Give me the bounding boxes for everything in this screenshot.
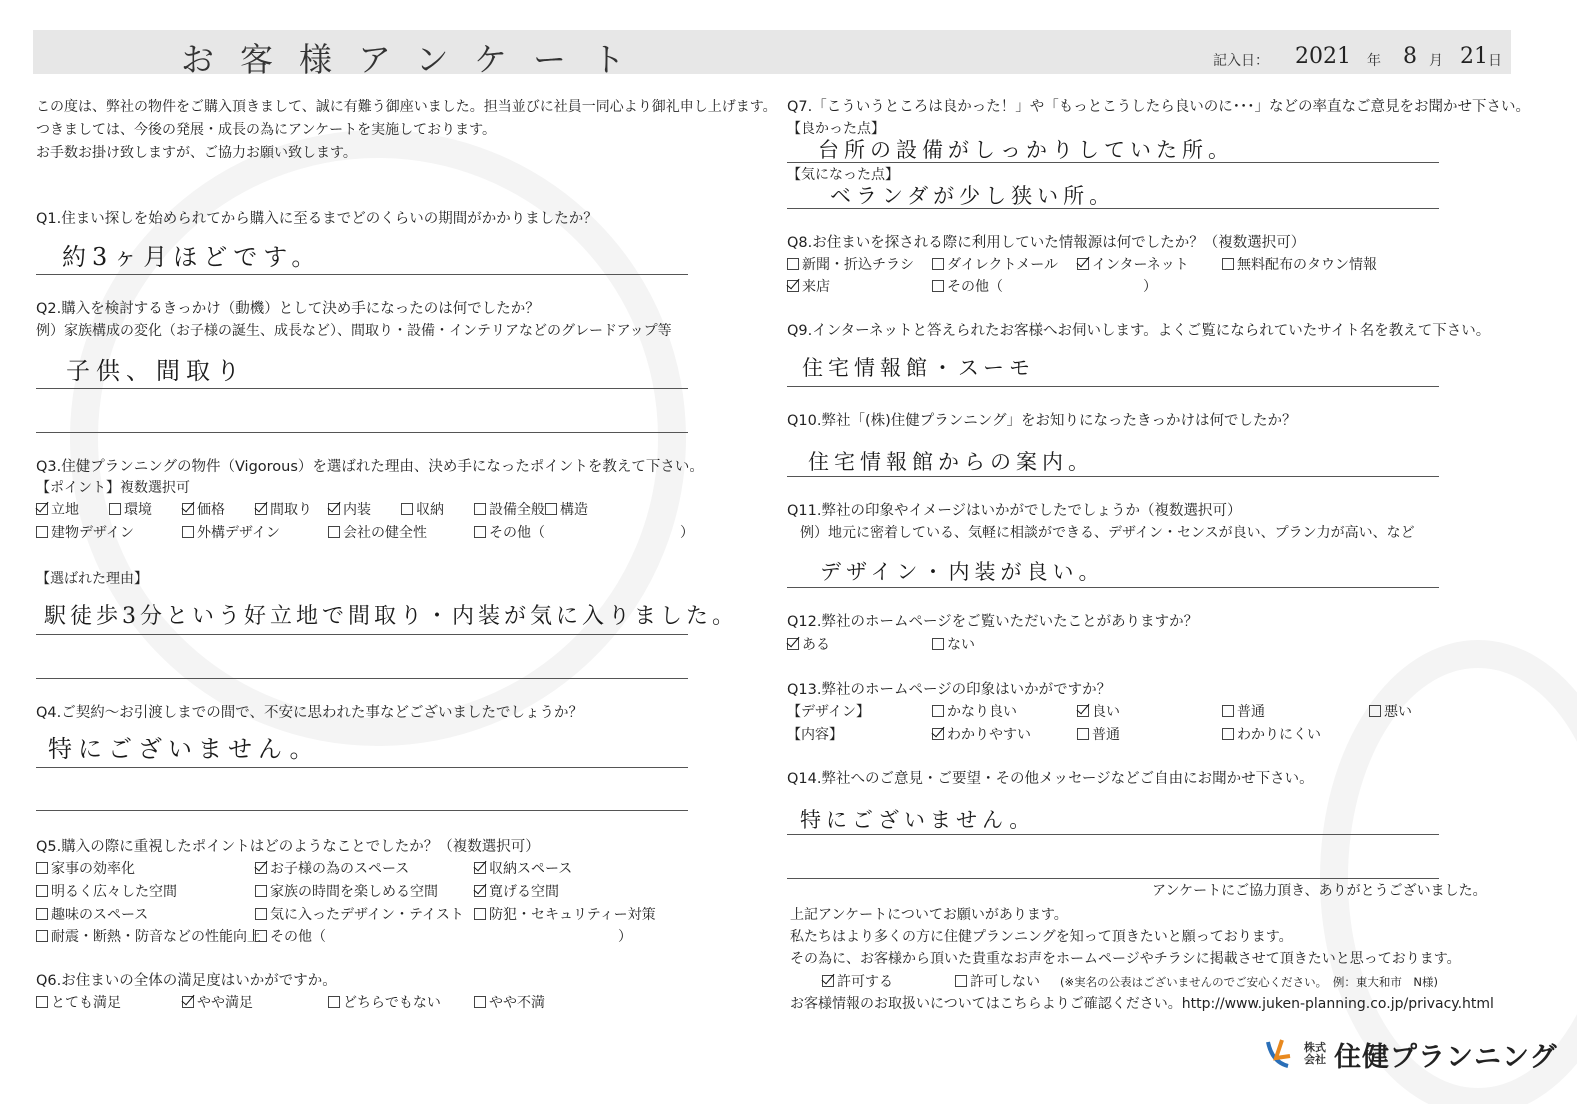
- permission-note: (※実名の公表はございませんのでご安心ください。 例：東大和市 N様): [1060, 975, 1438, 989]
- q7-good-answer: 台所の設備がしっかりしていた所。: [818, 138, 1234, 162]
- checkbox-label: 収納スペース: [489, 861, 573, 877]
- checkbox-option[interactable]: [182, 524, 280, 542]
- checkbox-option[interactable]: [36, 994, 121, 1012]
- checkbox-checked-icon[interactable]: [787, 280, 799, 292]
- q8-question: Q8.お住まいを探される際に利用していた情報源は何でしたか？（複数選択可）: [787, 235, 1306, 251]
- checkbox-label: お子様の為のスペース: [270, 861, 410, 877]
- checkbox-label: 許可する: [837, 974, 893, 990]
- q3-question: Q3.住健プランニングの物件（Vigorous）を選ばれた理由、決め手になったポイントを教えて下さい。: [36, 459, 704, 475]
- title-bar: [33, 30, 1511, 79]
- checkbox-icon[interactable]: [474, 526, 486, 538]
- answer-line: [787, 834, 1439, 835]
- checkbox-option[interactable]: [1222, 726, 1321, 744]
- q11-question: Q11.弊社の印象やイメージはいかがでしたでしょうか（複数選択可）: [787, 503, 1242, 519]
- checkbox-option[interactable]: [932, 726, 1031, 744]
- checkbox-label: 普通: [1092, 727, 1120, 743]
- q7-concern-label: 【気になった点】: [787, 167, 899, 183]
- checkbox-label: インターネット: [1092, 257, 1189, 273]
- checkbox-label: 許可しない: [970, 974, 1040, 990]
- checkbox-label: 家事の効率化: [51, 861, 135, 877]
- checkbox-option[interactable]: [401, 501, 444, 519]
- checkbox-label: 悪い: [1384, 704, 1412, 720]
- checkbox-label: 来店: [802, 279, 830, 295]
- page-title: お客様アンケート: [181, 40, 652, 79]
- checkbox-icon[interactable]: [1369, 705, 1381, 717]
- answer-line: [787, 208, 1439, 209]
- checkbox-option[interactable]: [545, 501, 588, 519]
- answer-line: [787, 386, 1439, 387]
- checkbox-label: その他（: [947, 279, 1003, 295]
- date-month-unit: 月: [1429, 53, 1443, 69]
- date-day-unit: 日: [1488, 53, 1502, 69]
- checkbox-option[interactable]: [474, 524, 545, 542]
- checkbox-checked-icon[interactable]: [182, 503, 194, 515]
- checkbox-option[interactable]: [36, 501, 79, 519]
- request-line: その為に、お客様から頂いた貴重なお声をホームページやチラシに掲載させて頂きたいと思っております。: [790, 951, 1461, 967]
- checkbox-option[interactable]: [1077, 256, 1189, 274]
- checkbox-icon[interactable]: [932, 705, 944, 717]
- checkbox-icon[interactable]: [474, 908, 486, 920]
- checkbox-icon[interactable]: [474, 996, 486, 1008]
- checkbox-checked-icon[interactable]: [328, 503, 340, 515]
- q7-concern-answer: ベランダが少し狭い所。: [830, 184, 1116, 208]
- checkbox-option[interactable]: [36, 524, 134, 542]
- checkbox-label: 収納: [416, 502, 444, 518]
- checkbox-label: 間取り: [270, 502, 312, 518]
- checkbox-icon[interactable]: [1222, 705, 1234, 717]
- checkbox-icon[interactable]: [36, 908, 48, 920]
- checkbox-option[interactable]: [1222, 703, 1265, 721]
- checkbox-label: どちらでもない: [343, 995, 441, 1011]
- checkbox-option[interactable]: [36, 883, 177, 901]
- checkbox-option[interactable]: [1077, 726, 1120, 744]
- checkbox-label: 良い: [1092, 704, 1120, 720]
- checkbox-option[interactable]: [474, 906, 656, 924]
- company-logo: [1262, 1034, 1557, 1074]
- q2-example: 例）家族構成の変化（お子様の誕生、成長など）、間取り・設備・インテリアなどのグレードアップ等: [36, 323, 672, 339]
- checkbox-checked-icon[interactable]: [822, 975, 834, 987]
- company-mark-icon: [1262, 1036, 1298, 1072]
- q5-question: Q5.購入の際に重視したポイントはどのようなことでしたか？（複数選択可）: [36, 839, 540, 855]
- checkbox-label: 環境: [124, 502, 152, 518]
- checkbox-option[interactable]: [932, 636, 975, 654]
- checkbox-option[interactable]: [1369, 703, 1412, 721]
- answer-line: [787, 878, 1439, 879]
- checkbox-label: 新聞・折込チラシ: [802, 257, 914, 273]
- answer-line: [36, 678, 688, 679]
- q4-answer: 特にございません。: [48, 735, 320, 763]
- checkbox-label: 無料配布のタウン情報: [1237, 257, 1377, 273]
- checkbox-icon[interactable]: [787, 258, 799, 270]
- checkbox-option[interactable]: [474, 860, 572, 878]
- q3-points-label: 【ポイント】複数選択可: [36, 480, 190, 496]
- checkbox-label: 耐震・断熱・防音などの性能向上: [51, 929, 261, 945]
- answer-line: [787, 587, 1439, 588]
- intro-line: この度は、弊社の物件をご購入頂きまして、誠に有難う御座いました。担当並びに社員一同心より御礼申し上げます。: [36, 99, 777, 115]
- checkbox-option[interactable]: [787, 278, 830, 296]
- checkbox-label: 立地: [51, 502, 79, 518]
- checkbox-option[interactable]: [255, 501, 312, 519]
- q14-answer: 特にございません。: [800, 808, 1036, 832]
- checkbox-label: 外構デザイン: [197, 525, 281, 541]
- q8-other-close: ）: [1143, 279, 1157, 295]
- date-month: 8: [1403, 44, 1417, 69]
- q2-answer: 子供、間取り: [66, 357, 246, 385]
- checkbox-option[interactable]: [328, 994, 441, 1012]
- checkbox-icon[interactable]: [932, 258, 944, 270]
- checkbox-icon[interactable]: [1222, 728, 1234, 740]
- checkbox-option[interactable]: [255, 883, 438, 901]
- checkbox-icon[interactable]: [36, 862, 48, 874]
- checkbox-icon[interactable]: [36, 526, 48, 538]
- thanks-message: アンケートにご協力頂き、ありがとうございました。: [1152, 883, 1487, 899]
- checkbox-option[interactable]: [36, 906, 148, 924]
- checkbox-label: 防犯・セキュリティー対策: [489, 907, 656, 923]
- request-line: 上記アンケートについてお願いがあります。: [790, 907, 1068, 923]
- checkbox-checked-icon[interactable]: [932, 728, 944, 740]
- checkbox-checked-icon[interactable]: [474, 862, 486, 874]
- checkbox-label: 趣味のスペース: [51, 907, 149, 923]
- checkbox-option[interactable]: [822, 973, 893, 991]
- q14-question: Q14.弊社へのご意見・ご要望・その他メッセージなどご自由にお聞かせ下さい。: [787, 771, 1314, 787]
- q11-example: 例）地元に密着している、気軽に相談ができる、デザイン・センスが良い、プラン力が高い、など: [800, 525, 1415, 541]
- checkbox-icon[interactable]: [328, 526, 340, 538]
- intro-line: つきましては、今後の発展・成長の為にアンケートを実施しております。: [36, 122, 497, 138]
- checkbox-checked-icon[interactable]: [787, 638, 799, 650]
- checkbox-label: やや満足: [197, 995, 253, 1011]
- checkbox-option[interactable]: [1077, 703, 1120, 721]
- checkbox-label: ない: [947, 637, 975, 653]
- checkbox-checked-icon[interactable]: [1077, 705, 1089, 717]
- checkbox-icon[interactable]: [1222, 258, 1234, 270]
- checkbox-option[interactable]: [255, 860, 409, 878]
- checkbox-label: 内装: [343, 502, 371, 518]
- checkbox-option[interactable]: [955, 973, 1040, 991]
- checkbox-option[interactable]: [932, 278, 1003, 296]
- checkbox-icon[interactable]: [182, 526, 194, 538]
- checkbox-label: 寛げる空間: [489, 884, 559, 900]
- checkbox-icon[interactable]: [36, 996, 48, 1008]
- checkbox-label: わかりにくい: [1237, 727, 1321, 743]
- checkbox-icon[interactable]: [109, 503, 121, 515]
- q11-answer: デザイン・内装が良い。: [820, 560, 1105, 584]
- checkbox-checked-icon[interactable]: [182, 996, 194, 1008]
- checkbox-label: 家族の時間を楽しめる空間: [270, 884, 438, 900]
- checkbox-label: かなり良い: [947, 704, 1017, 720]
- checkbox-label: 構造: [560, 502, 588, 518]
- q13-design-label: 【デザイン】: [787, 704, 871, 720]
- intro-line: お手数お掛け致しますが、ご協力お願い致します。: [36, 145, 357, 161]
- checkbox-checked-icon[interactable]: [36, 503, 48, 515]
- answer-line: [36, 274, 688, 275]
- checkbox-icon[interactable]: [545, 503, 557, 515]
- checkbox-label: 気に入ったデザイン・テイスト: [270, 907, 464, 923]
- answer-line: [36, 432, 688, 433]
- checkbox-option[interactable]: [328, 524, 427, 542]
- checkbox-label: ある: [802, 637, 830, 653]
- q9-question: Q9.インターネットと答えられたお客様へお伺いします。よくご覧になられていたサイト名を教えて下さい。: [787, 323, 1491, 339]
- q1-answer: 約3ヶ月ほどです。: [62, 243, 322, 271]
- checkbox-label: やや不満: [489, 995, 545, 1011]
- q7-good-label: 【良かった点】: [787, 121, 885, 137]
- checkbox-icon[interactable]: [401, 503, 413, 515]
- checkbox-label: 普通: [1237, 704, 1265, 720]
- q9-answer: 住宅情報館・スーモ: [802, 356, 1035, 380]
- checkbox-label: 会社の健全性: [343, 525, 427, 541]
- answer-line: [36, 388, 688, 389]
- checkbox-checked-icon[interactable]: [474, 885, 486, 897]
- answer-line: [787, 476, 1439, 477]
- checkbox-option[interactable]: [36, 860, 135, 878]
- answer-line: [36, 634, 688, 635]
- checkbox-label: その他（: [270, 929, 326, 945]
- checkbox-icon[interactable]: [955, 975, 967, 987]
- privacy-link[interactable]: お客様情報のお取扱いについてはこちらよりご確認ください。http://www.juken-planning.co.jp/privacy.html: [790, 996, 1494, 1012]
- q10-answer: 住宅情報館からの案内。: [808, 450, 1094, 474]
- checkbox-label: 建物デザイン: [51, 525, 135, 541]
- checkbox-label: ダイレクトメール: [947, 257, 1059, 273]
- checkbox-label: 価格: [197, 502, 225, 518]
- q3-reason-label: 【選ばれた理由】: [36, 571, 148, 587]
- checkbox-option[interactable]: [1222, 256, 1377, 274]
- checkbox-label: 設備全般: [489, 502, 545, 518]
- checkbox-checked-icon[interactable]: [1077, 258, 1089, 270]
- q13-question: Q13.弊社のホームページの印象はいかがですか？: [787, 682, 1112, 698]
- checkbox-checked-icon[interactable]: [255, 862, 267, 874]
- q6-question: Q6.お住まいの全体の満足度はいかがですか。: [36, 973, 337, 989]
- q13-content-label: 【内容】: [787, 727, 843, 743]
- checkbox-label: 明るく広々した空間: [51, 884, 177, 900]
- checkbox-icon[interactable]: [36, 930, 48, 942]
- checkbox-icon[interactable]: [255, 908, 267, 920]
- checkbox-icon[interactable]: [328, 996, 340, 1008]
- q7-question: Q7.「こういうところは良かった！」や「もっとこうしたら良いのに･･･」などの率直なご意見をお聞かせ下さい。: [787, 99, 1530, 115]
- checkbox-option[interactable]: [932, 256, 1058, 274]
- q12-question: Q12.弊社のホームページをご覧いただいたことがありますか？: [787, 614, 1199, 630]
- date-year-unit: 年: [1367, 53, 1381, 69]
- checkbox-checked-icon[interactable]: [255, 503, 267, 515]
- checkbox-label: その他（: [489, 525, 545, 541]
- checkbox-option[interactable]: [255, 906, 464, 924]
- q10-question: Q10.弊社「(株)住健プランニング」をお知りになったきっかけは何でしたか？: [787, 413, 1297, 429]
- checkbox-option[interactable]: [36, 928, 261, 946]
- checkbox-icon[interactable]: [255, 885, 267, 897]
- q3-reason: 駅徒歩3分という好立地で間取り・内装が気に入りました。: [44, 604, 738, 629]
- date-label: 記入日：: [1213, 53, 1269, 69]
- checkbox-option[interactable]: [787, 636, 830, 654]
- q4-question: Q4.ご契約～お引渡しまでの間で、不安に思われた事などございましたでしょうか？: [36, 705, 583, 721]
- date-year: 2021: [1295, 44, 1351, 69]
- q2-question: Q2.購入を検討するきっかけ（動機）として決め手になったのは何でしたか？: [36, 301, 540, 317]
- checkbox-option[interactable]: [787, 256, 914, 274]
- checkbox-option[interactable]: [255, 928, 326, 946]
- q3-other-close: ）: [680, 525, 694, 541]
- checkbox-icon[interactable]: [932, 638, 944, 650]
- checkbox-icon[interactable]: [932, 280, 944, 292]
- answer-line: [36, 767, 688, 768]
- date-day: 21: [1460, 44, 1488, 69]
- checkbox-option[interactable]: [474, 501, 545, 519]
- checkbox-icon[interactable]: [1077, 728, 1089, 740]
- checkbox-option[interactable]: [182, 501, 225, 519]
- checkbox-option[interactable]: [474, 994, 545, 1012]
- q1-question: Q1.住まい探しを始められてから購入に至るまでどのくらいの期間がかかりましたか？: [36, 211, 598, 227]
- logo-subtitle: 株式会社: [1304, 1041, 1326, 1066]
- checkbox-option[interactable]: [182, 994, 253, 1012]
- checkbox-label: とても満足: [51, 995, 121, 1011]
- request-line: 私たちはより多くの方に住健プランニングを知って頂きたいと願っております。: [790, 929, 1293, 945]
- answer-line: [36, 810, 688, 811]
- checkbox-icon[interactable]: [474, 503, 486, 515]
- checkbox-option[interactable]: [328, 501, 371, 519]
- checkbox-option[interactable]: [474, 883, 559, 901]
- checkbox-icon[interactable]: [36, 885, 48, 897]
- answer-line: [787, 162, 1439, 163]
- checkbox-label: わかりやすい: [947, 727, 1031, 743]
- checkbox-option[interactable]: [109, 501, 152, 519]
- logo-name: 住健プランニング: [1334, 1041, 1558, 1073]
- q5-other-close: ）: [618, 929, 632, 945]
- checkbox-icon[interactable]: [255, 930, 267, 942]
- checkbox-option[interactable]: [932, 703, 1017, 721]
